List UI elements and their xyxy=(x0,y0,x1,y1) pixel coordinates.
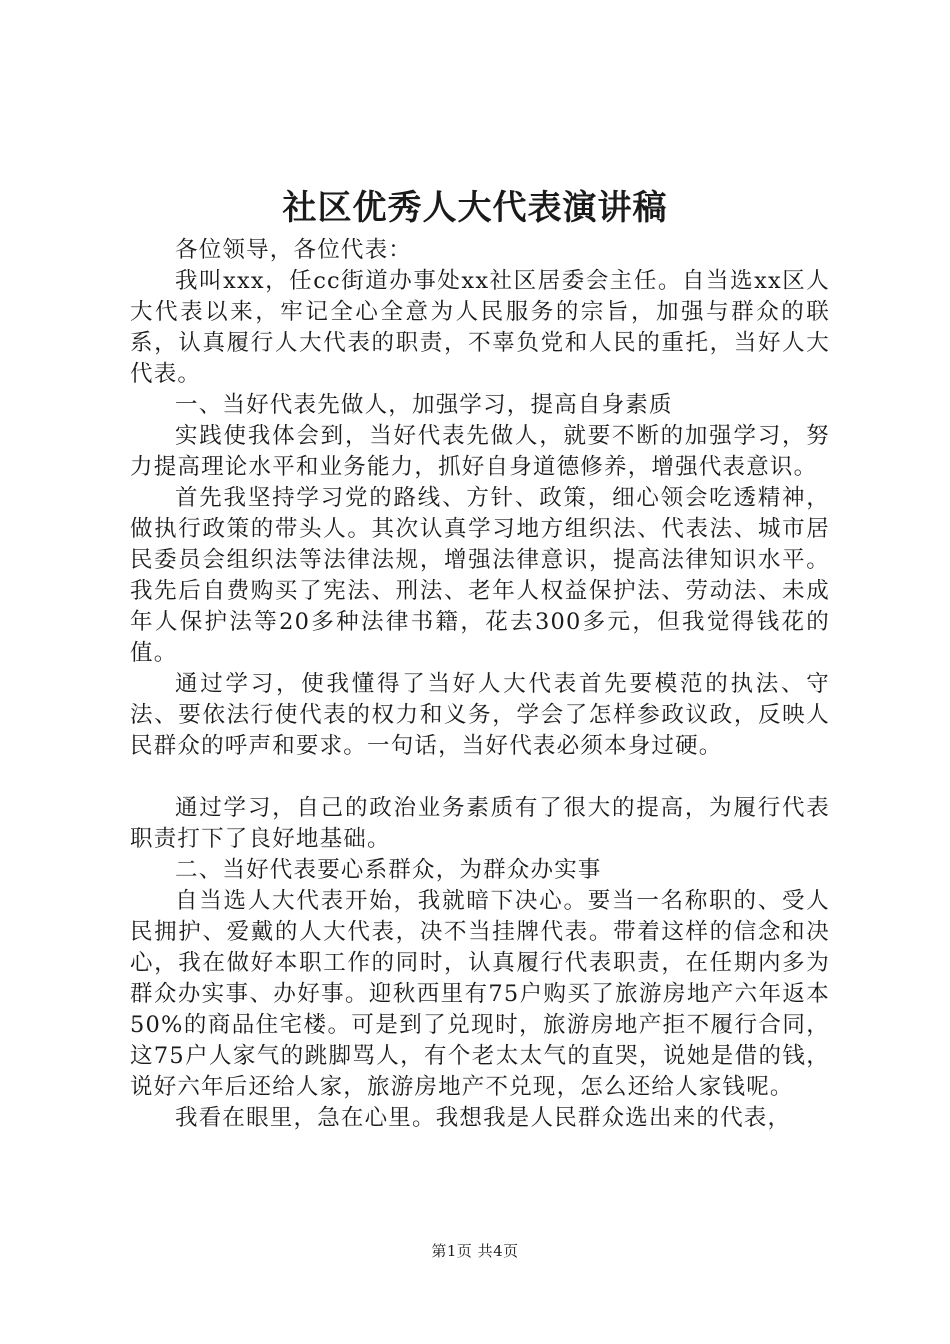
section-heading-1: 一、当好代表先做人，加强学习，提高自身素质 xyxy=(175,392,673,418)
paragraph-intro: 我叫xxx，任cc街道办事处xx社区居委会主任。自当选xx区人大代表以来，牢记全心全意为人民服务的宗旨，加强与群众的联系，认真履行人大代表的职责，不辜负党和人民的重托，当好人大代表。 xyxy=(130,268,830,387)
salutation: 各位领导，各位代表： xyxy=(175,237,413,263)
section-heading-2: 二、当好代表要心系群众，为群众办实事 xyxy=(175,857,602,883)
document-body xyxy=(130,235,830,1134)
paragraph: 自当选人大代表开始，我就暗下决心。要当一名称职的、受人民拥护、爱戴的人大代表，决不当挂牌代表。带着这样的信念和决心，我在做好本职工作的同时，认真履行代表职责，在任期内多为群众办实事、办好事。迎秋西里有75户购买了旅游房地产六年返本50%的商品住宅楼。可是到了兑现时，旅游房地产拒不履行合同，这75户人家气的跳脚骂人，有个老太太气的直哭，说她是借的钱，说好六年后还给人家，旅游房地产不兑现，怎么还给人家钱呢。 xyxy=(130,888,830,1100)
paragraph: 通过学习，自己的政治业务素质有了很大的提高，为履行代表职责打下了良好地基础。 xyxy=(130,795,830,852)
page-footer: 第1页 共4页 xyxy=(431,1242,519,1260)
page-title: 社区优秀人大代表演讲稿 xyxy=(282,188,668,228)
paragraph: 通过学习，使我懂得了当好人大代表首先要模范的执法、守法、要依法行使代表的权力和义务，学会了怎样参政议政，反映人民群众的呼声和要求。一句话，当好代表必须本身过硬。 xyxy=(130,671,830,759)
paragraph: 首先我坚持学习党的路线、方针、政策，细心领会吃透精神，做执行政策的带头人。其次认真学习地方组织法、代表法、城市居民委员会组织法等法律法规，增强法律意识，提高法律知识水平。我先后自费购买了宪法、刑法、老年人权益保护法、劳动法、未成年人保护法等20多种法律书籍，花去300多元，但我觉得钱花的值。 xyxy=(130,485,830,666)
paragraph: 实践使我体会到，当好代表先做人，就要不断的加强学习，努力提高理论水平和业务能力，抓好自身道德修养，增强代表意识。 xyxy=(130,423,830,480)
paragraph: 我看在眼里，急在心里。我想我是人民群众选出来的代表， xyxy=(175,1105,792,1131)
